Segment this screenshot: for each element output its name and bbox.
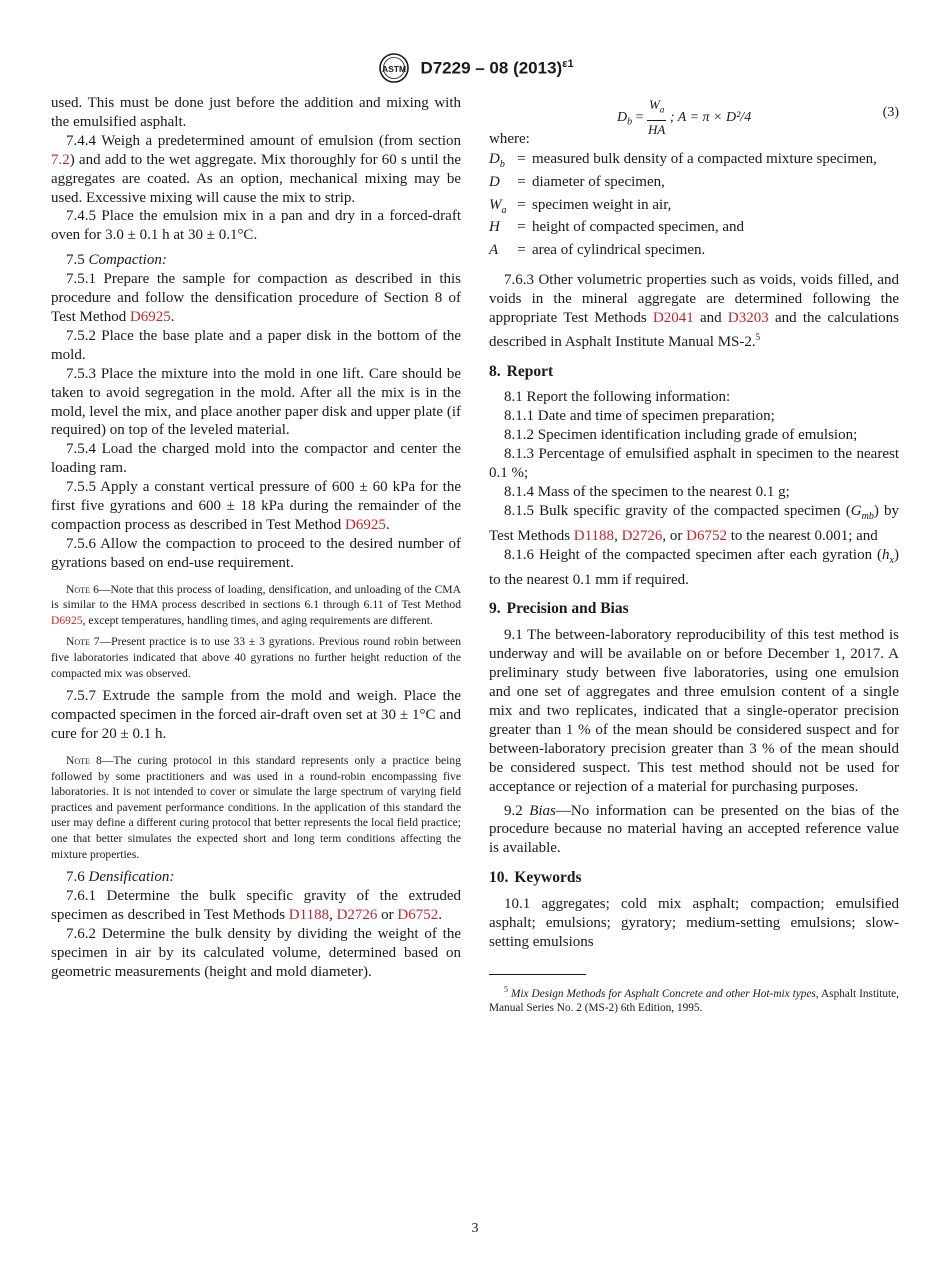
definition-equals: =	[517, 242, 526, 259]
footnote-5: $^5$ Mix Design Methods for Asphalt Concrete and other Hot-mix types, Asphalt Institute, Manual Series No. 2 (MS-2) 6th Edition, 1995.	[489, 984, 899, 1015]
designation	[420, 58, 573, 79]
definition-symbol: $W_a$	[489, 196, 507, 216]
designation-epsilon: ε1	[562, 57, 574, 70]
note-6: Note 6—Note that this process of loading, densification, and unloading of the CMA is similar to the HMA process described in sections 6.1 through 6.11 of Test Method D6925, except temperatures, handling times, and aging requirements are different.	[51, 582, 461, 627]
equation-number: (3)	[882, 105, 899, 120]
equation-3: $D_b$ = $\frac{W_a}{HA}$ ; A = π × D²/4 (3)	[489, 94, 899, 130]
page-number: 3	[471, 1221, 479, 1236]
definition-item	[489, 219, 899, 242]
definition-text: specimen weight in air,	[532, 196, 672, 213]
symbol-definitions	[489, 151, 899, 265]
reference-link[interactable]: D6925	[129, 308, 171, 325]
definition-text: measured bulk density of a compacted mixture specimen,	[532, 150, 877, 167]
paragraph-7-5-7: 7.5.7 Extrude the sample from the mold and weigh. Place the compacted specimen in the forced air-draft oven set at 30 ± 1°C and cure for 20 ± 0.1 h.	[51, 688, 461, 743]
paragraph-7-4-5: 7.4.5 Place the emulsion mix in a pan and dry in a forced-draft oven for 3.0 ± 0.1 h at 30 ± 0.1°C.	[51, 208, 461, 244]
section-8-heading: 8. Report	[489, 362, 554, 380]
section-10-heading: 10. Keywords	[489, 869, 582, 887]
paragraph-7-6-1: 7.6.1 Determine the bulk specific gravity of the extruded specimen as described in Test Methods D1188, D2726 or D6752.	[51, 888, 461, 923]
paragraph-8-1-3: 8.1.3 Percentage of emulsified asphalt in specimen to the nearest 0.1 %;	[489, 446, 899, 482]
designation-text: D7229 – 08 (2013)	[420, 58, 563, 78]
page-header	[0, 52, 950, 84]
left-column	[51, 94, 461, 982]
paragraph-7-5-1: 7.5.1 Prepare the sample for compaction as described in this procedure and follow the densification procedure of Section 8 of Test Method D6925.	[51, 271, 461, 325]
reference-link[interactable]: D2041	[652, 309, 694, 326]
definition-equals: =	[517, 219, 526, 236]
definition-equals: =	[517, 150, 526, 167]
paragraph-7-5-2: 7.5.2 Place the base plate and a paper disk in the bottom of the mold.	[51, 327, 461, 363]
paragraph-7-5-3: 7.5.3 Place the mixture into the mold in one lift. Care should be taken to avoid segregation in the mold. After all the mix is in the mold, level the mix, and place another paper disk and upper plate (if required) on top of the leveled material.	[51, 365, 461, 439]
section-9-heading: 9. Precision and Bias	[489, 600, 629, 618]
definition-equals: =	[517, 196, 526, 213]
footnote-ref: 5	[755, 331, 761, 342]
paragraph-8-1-6: 8.1.6 Height of the compacted specimen after each gyration $(h_x)$ to the nearest 0.1 mm if required.	[489, 546, 899, 588]
footnote-divider	[489, 974, 586, 975]
paragraph-7-6-3: 7.6.3 Other volumetric properties such as voids, voids filled, and voids in the mineral aggregate are determined following the appropriate Test Methods D2041 and D3203 and the calculations described in Asphalt Institute Manual MS-2.$^5$	[489, 271, 899, 350]
subsection-7-6: 7.6 Densification:	[66, 869, 175, 886]
definition-item	[489, 197, 899, 220]
reference-link[interactable]: D6925	[51, 613, 83, 627]
note-8: Note 8—The curing protocol in this standard represents only a practice being followed by some practitioners and was used in a round-robin encompassing five laboratories. It is not intended to cover or simulate the large spectrum of varying field practices and pavement performance conditions. In the application of this standard the user may define a different curing protocol that better represents the local field practice; one that better simulates the expected short and long term conditions affecting the mixture properties.	[51, 753, 461, 861]
paragraph-8-1-4: 8.1.4 Mass of the specimen to the nearest 0.1 g;	[504, 483, 790, 500]
note-7: Note 7—Present practice is to use 33 ± 3 gyrations. Previous round robin between five laboratories indicated that above 40 gyrations no further height reduction of the compacted mix was observed.	[51, 635, 461, 680]
definition-text: area of cylindrical specimen.	[532, 242, 706, 259]
definition-equals: =	[517, 173, 526, 190]
right-column	[489, 94, 899, 1016]
reference-link[interactable]: D6752	[686, 527, 727, 544]
reference-link[interactable]: D3203	[727, 309, 769, 326]
subsection-7-5: 7.5 Compaction:	[66, 252, 167, 269]
definition-item	[489, 151, 899, 174]
paragraph-8-1-1: 8.1.1 Date and time of specimen preparation;	[504, 408, 775, 425]
section-link[interactable]: 7.2	[51, 151, 70, 168]
where-label: where:	[489, 131, 530, 147]
definition-item	[489, 174, 899, 197]
paragraph-7-5-5: 7.5.5 Apply a constant vertical pressure of 600 ± 60 kPa for the first five gyrations and 600 ± 18 kPa during the remainder of the compaction process as described in Test Method D6925.	[51, 479, 461, 533]
definition-symbol: $D_b$	[489, 150, 505, 170]
reference-link[interactable]: D2726	[336, 906, 378, 923]
paragraph-9-1: 9.1 The between-laboratory reproducibility of this test method is underway and will be available on or before December 1, 2017. A preliminary study between five laboratories, using one emulsion and one set of aggregates and three emulsion content of a single mix and two replicates, indicated that a single-operator precision greater than 1 % of the mean should be considered suspect and for between-laboratory precision greater than 3 % of the mean should be considered suspect. This test method should not be used for acceptance or rejection of a material for purchasing purposes.	[489, 627, 899, 795]
definition-symbol: D	[489, 173, 500, 190]
definition-text: diameter of specimen,	[532, 173, 665, 190]
paragraph-7-6-2: 7.6.2 Determine the bulk density by dividing the weight of the specimen in air by its calculated volume, determined based on geometric measurements (height and mold diameter).	[51, 925, 461, 980]
reference-link[interactable]: D1188	[288, 906, 330, 923]
paragraph-8-1-5: 8.1.5 Bulk specific gravity of the compacted specimen $(G_{mb})$ by Test Methods D1188, D2726, or D6752 to the nearest 0.001; and	[489, 502, 900, 544]
equation-fraction: $\frac{W_a}{HA}$	[648, 97, 666, 137]
logo-text: ASTM	[382, 64, 407, 74]
definition-symbol: A	[489, 242, 499, 259]
paragraph: used. This must be done just before the addition and mixing with the emulsified asphalt.	[51, 95, 461, 130]
paragraph-9-2: 9.2 Bias—No information can be presented on the bias of the procedure because no material having an accepted reference value is available.	[489, 802, 900, 857]
paragraph-10-1: 10.1 aggregates; cold mix asphalt; compaction; emulsified asphalt; emulsions; gyratory; medium-setting emulsions; slow-setting emulsions	[489, 896, 899, 950]
reference-link[interactable]: D1188	[573, 527, 615, 544]
definition-text: height of compacted specimen, and	[532, 219, 745, 236]
reference-link[interactable]: D6752	[397, 906, 439, 923]
paragraph-7-5-6: 7.5.6 Allow the compaction to proceed to the desired number of gyrations based on end-use requirement.	[51, 535, 461, 571]
definition-item	[489, 242, 899, 265]
reference-link[interactable]: D6925	[345, 516, 386, 533]
definition-symbol: H	[489, 219, 500, 236]
paragraph-7-5-4: 7.5.4 Load the charged mold into the compactor and center the loading ram.	[51, 441, 461, 477]
astm-logo-icon	[376, 52, 412, 84]
paragraph-8-1: 8.1 Report the following information:	[504, 389, 731, 406]
reference-link[interactable]: D2726	[621, 527, 663, 544]
paragraph-7-4-4: 7.4.4 Weigh a predetermined amount of emulsion (from section 7.2) and add to the wet aggregate. Mix thoroughly for 60 s until the aggregates are coated. As an option, mechanical mixing may be used. Excessive mixing will cause the mix to strip.	[51, 132, 461, 206]
paragraph-8-1-2: 8.1.2 Specimen identification including grade of emulsion;	[504, 427, 858, 444]
